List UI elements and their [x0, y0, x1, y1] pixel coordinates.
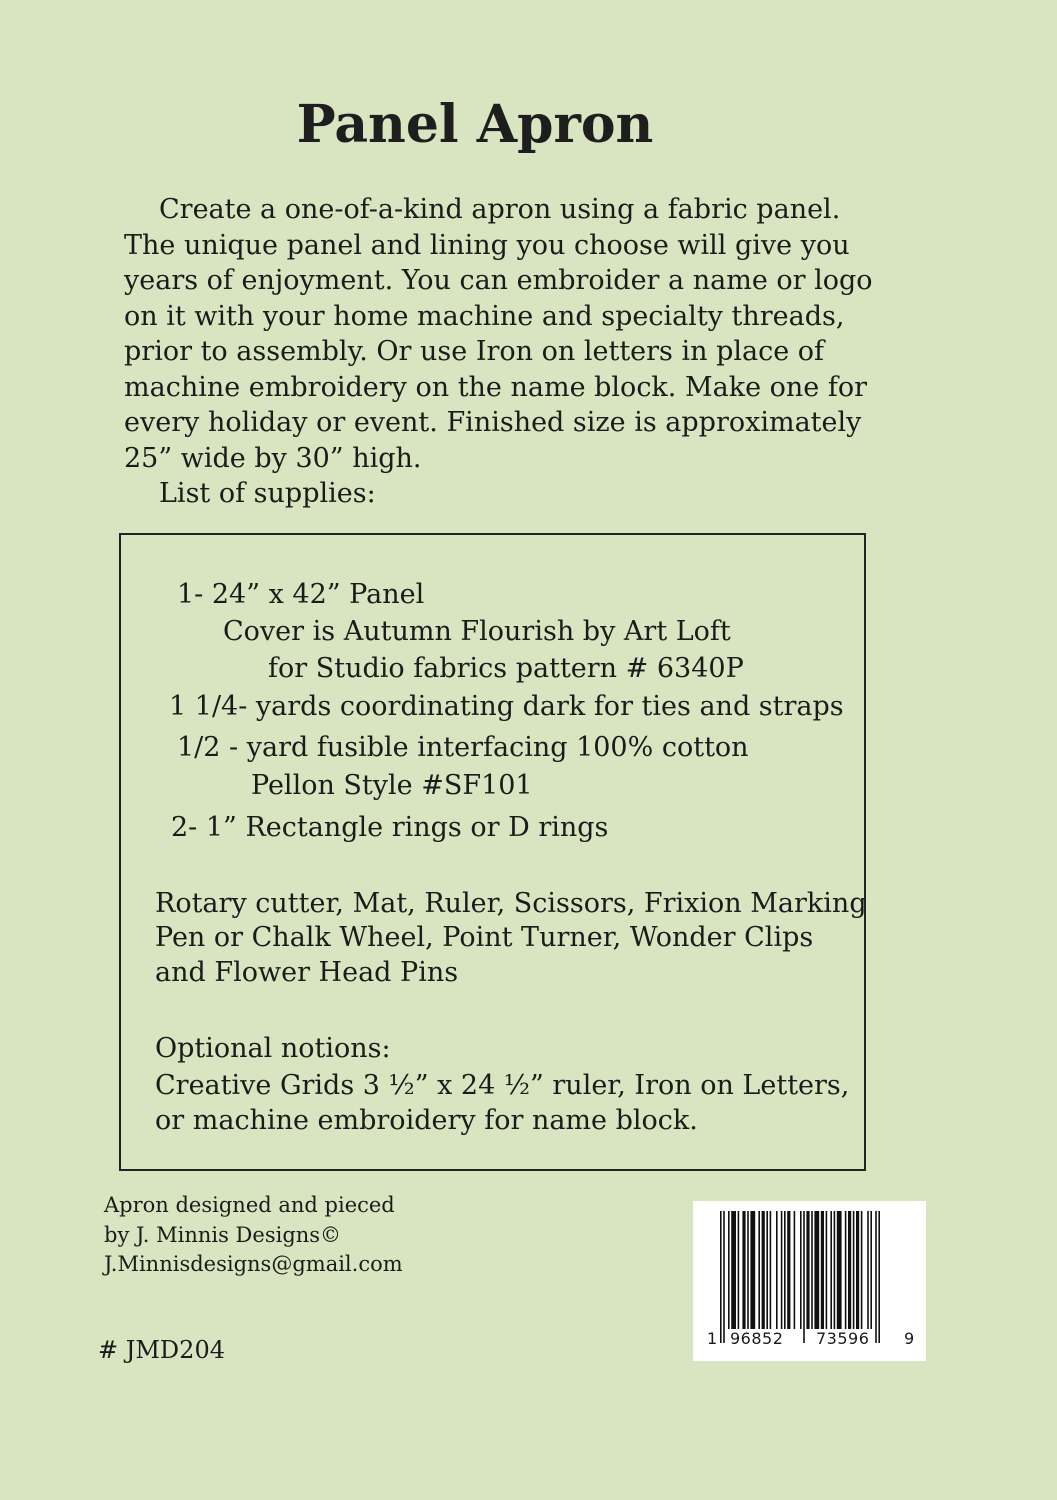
barcode-bar [728, 1211, 730, 1329]
barcode-bar [811, 1211, 813, 1329]
barcode-digit-last: 9 [904, 1329, 915, 1348]
tools-line: and Flower Head Pins [155, 957, 459, 988]
barcode [693, 1201, 926, 1361]
supply-item-detail: Pellon Style #SF101 [251, 770, 533, 801]
barcode-bar [861, 1211, 863, 1329]
optional-heading: Optional notions: [155, 1033, 391, 1064]
barcode-bar [837, 1211, 842, 1329]
barcode-bar [723, 1211, 725, 1343]
supply-item: 2- 1” Rectangle rings or D rings [171, 812, 609, 843]
barcode-bar [776, 1211, 778, 1329]
supply-item-detail: for Studio fabrics pattern # 6340P [268, 653, 744, 684]
barcode-bar [781, 1211, 783, 1329]
barcode-bar [747, 1211, 749, 1329]
barcode-bar [750, 1211, 755, 1329]
barcode-bar [821, 1211, 824, 1329]
designer-credits [104, 1191, 403, 1280]
barcode-bar [787, 1211, 790, 1329]
intro-line: Create a one-of-a-kind apron using a fabric panel. [159, 194, 841, 225]
credit-line: Apron designed and pieced [104, 1193, 395, 1217]
barcode-bar [758, 1211, 760, 1329]
intro-line: every holiday or event. Finished size is approximately [124, 407, 862, 438]
supplies-heading: List of supplies: [159, 478, 376, 509]
credit-line: by J. Minnis Designs© [104, 1222, 342, 1247]
supply-item: 1/2 - yard fusible interfacing 100% cotton [177, 732, 749, 763]
intro-paragraph [124, 192, 873, 512]
barcode-group-left: 96852 [730, 1329, 784, 1348]
barcode-bar [878, 1211, 880, 1343]
barcode-bar [853, 1211, 855, 1329]
barcode-bar [867, 1211, 869, 1329]
supplies-box [119, 533, 866, 1171]
tools-line: Rotary cutter, Mat, Ruler, Scissors, Frixion Marking [155, 888, 867, 919]
barcode-digit-first: 1 [707, 1329, 718, 1348]
barcode-bar [845, 1211, 847, 1329]
barcode-bar [870, 1211, 872, 1329]
optional-line: or machine embroidery for name block. [155, 1105, 698, 1136]
barcode-bar [806, 1211, 809, 1329]
barcode-bars [693, 1201, 926, 1361]
intro-line: 25” wide by 30” high. [124, 442, 422, 474]
page-title: Panel Apron [296, 94, 654, 155]
pattern-number: # JMD204 [98, 1336, 225, 1364]
intro-line: on it with your home machine and specialty threads, [124, 300, 845, 332]
barcode-bar [766, 1211, 768, 1329]
barcode-bar [731, 1211, 736, 1329]
optional-line: Creative Grids 3 ½” x 24 ½” ruler, Iron on Letters, [155, 1070, 850, 1101]
barcode-bar [856, 1211, 859, 1329]
barcode-bar [762, 1211, 765, 1329]
intro-line: prior to assembly. Or use Iron on letters in place of [124, 336, 825, 367]
barcode-bar [830, 1211, 832, 1329]
barcode-bar [834, 1211, 836, 1329]
supply-item: 1- 24” x 42” Panel [177, 579, 425, 610]
designer-email: J.Minnisdesigns@gmail.com [104, 1252, 403, 1276]
barcode-bar [803, 1211, 805, 1343]
barcode-bar [720, 1211, 722, 1343]
intro-line: machine embroidery on the name block. Make one for [124, 371, 867, 403]
barcode-bar [875, 1211, 877, 1343]
supply-item-detail: Cover is Autumn Flourish by Art Loft [223, 616, 731, 647]
intro-line: years of enjoyment. You can embroider a name or logo [124, 265, 873, 296]
barcode-bar [826, 1211, 828, 1329]
barcode-bar [848, 1211, 851, 1329]
supply-item: 1 1/4- yards coordinating dark for ties and straps [169, 691, 844, 722]
barcode-bar [814, 1211, 819, 1329]
intro-line: The unique panel and lining you choose will give you [124, 229, 850, 261]
tools-line: Pen or Chalk Wheel, Point Turner, Wonder Clips [155, 922, 814, 953]
barcode-bar [742, 1211, 745, 1329]
barcode-group-right: 73596 [816, 1329, 870, 1348]
barcode-bar [784, 1211, 786, 1329]
barcode-bar [794, 1211, 796, 1329]
barcode-bar [738, 1211, 740, 1329]
barcode-bar [770, 1211, 772, 1329]
barcode-bar [800, 1211, 802, 1329]
